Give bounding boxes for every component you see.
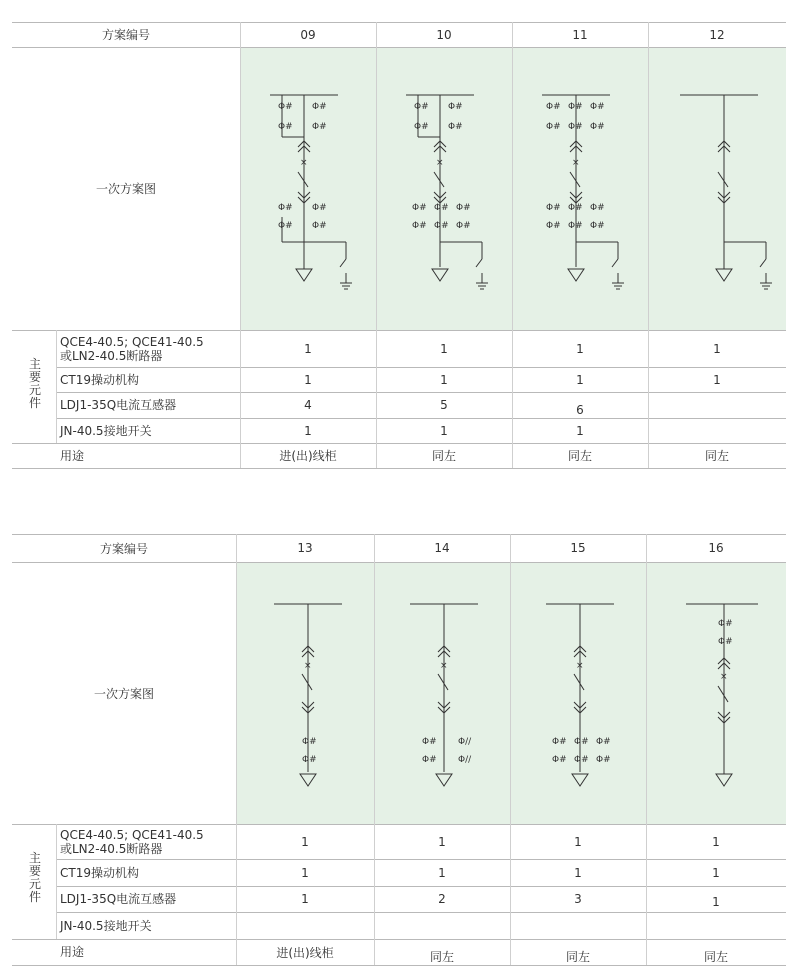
component-value: 1 bbox=[574, 865, 582, 880]
svg-text:Φ#: Φ# bbox=[546, 221, 561, 231]
single-line-diagram-09 bbox=[240, 47, 376, 330]
component-value bbox=[510, 912, 646, 939]
usage-value: 进(出)线柜 bbox=[276, 945, 334, 960]
svg-text:Φ#: Φ# bbox=[448, 102, 463, 112]
svg-text:×: × bbox=[720, 672, 728, 682]
svg-text:Φ#: Φ# bbox=[434, 203, 449, 213]
single-line-diagram-12 bbox=[648, 47, 786, 330]
svg-text:Φ#: Φ# bbox=[312, 221, 327, 231]
component-value: 1 bbox=[301, 865, 309, 880]
component-name: CT19操动机构 bbox=[60, 865, 139, 880]
component-value: 1 bbox=[712, 834, 720, 849]
svg-text:Φ#: Φ# bbox=[278, 203, 293, 213]
component-value bbox=[648, 392, 786, 418]
component-name: CT19操动机构 bbox=[60, 372, 139, 387]
component-name: QCE4-40.5; QCE41-40.5 或LN2-40.5断路器 bbox=[60, 827, 204, 856]
svg-text:Φ#: Φ# bbox=[414, 122, 429, 132]
svg-text:Φ#: Φ# bbox=[590, 203, 605, 213]
svg-text:Φ#: Φ# bbox=[278, 221, 293, 231]
svg-text:Φ#: Φ# bbox=[574, 737, 589, 747]
component-value: 1 bbox=[574, 834, 582, 849]
component-value: 1 bbox=[712, 895, 720, 909]
component-value: 4 bbox=[304, 398, 312, 412]
svg-text:Φ//: Φ// bbox=[458, 737, 472, 747]
component-value: 1 bbox=[440, 423, 448, 438]
svg-text:Φ#: Φ# bbox=[302, 755, 317, 765]
component-value: 1 bbox=[713, 341, 721, 356]
svg-text:Φ#: Φ# bbox=[278, 122, 293, 132]
svg-text:Φ#: Φ# bbox=[590, 122, 605, 132]
svg-text:Φ#: Φ# bbox=[422, 737, 437, 747]
scheme-number: 13 bbox=[297, 541, 313, 555]
svg-text:Φ#: Φ# bbox=[718, 619, 733, 629]
component-value: 2 bbox=[438, 892, 446, 906]
component-value: 1 bbox=[576, 372, 584, 387]
svg-text:Φ#: Φ# bbox=[568, 102, 583, 112]
usage-value: 同左 bbox=[567, 449, 592, 463]
component-value: 1 bbox=[576, 423, 584, 438]
component-value: 1 bbox=[712, 865, 720, 880]
component-value bbox=[374, 912, 510, 939]
component-value bbox=[646, 912, 786, 939]
svg-text:Φ#: Φ# bbox=[552, 737, 567, 747]
component-value: 1 bbox=[301, 892, 309, 906]
single-line-diagram-15 bbox=[510, 562, 646, 824]
component-value: 1 bbox=[576, 341, 584, 356]
svg-text:Φ#: Φ# bbox=[546, 102, 561, 112]
usage-value: 同左 bbox=[429, 949, 454, 964]
component-name: QCE4-40.5; QCE41-40.5 或LN2-40.5断路器 bbox=[60, 334, 204, 363]
scheme-number: 12 bbox=[709, 27, 725, 42]
main-components-label: 主要元件 bbox=[28, 357, 41, 410]
svg-text:Φ#: Φ# bbox=[312, 102, 327, 112]
scheme-number: 11 bbox=[572, 27, 588, 42]
scheme-number-header: 方案编号 bbox=[99, 541, 148, 556]
svg-text:Φ#: Φ# bbox=[568, 122, 583, 132]
scheme-number: 16 bbox=[708, 541, 724, 555]
component-value: 1 bbox=[304, 341, 312, 356]
component-name: LDJ1-35Q电流互感器 bbox=[60, 892, 177, 906]
svg-text:Φ#: Φ# bbox=[422, 755, 437, 765]
usage-value: 进(出)线柜 bbox=[279, 449, 337, 463]
svg-text:×: × bbox=[436, 158, 444, 168]
svg-text:×: × bbox=[576, 661, 584, 671]
svg-text:Φ#: Φ# bbox=[574, 755, 589, 765]
diagram-label: 一次方案图 bbox=[93, 686, 154, 701]
component-value: 1 bbox=[713, 372, 721, 387]
scheme-number: 15 bbox=[570, 541, 586, 555]
scheme-number: 09 bbox=[300, 27, 316, 42]
main-components-label: 主要元件 bbox=[28, 851, 41, 904]
svg-text:Φ#: Φ# bbox=[312, 203, 327, 213]
svg-text:×: × bbox=[440, 661, 448, 671]
usage-value: 同左 bbox=[703, 949, 728, 964]
component-value bbox=[648, 418, 786, 443]
svg-text:Φ#: Φ# bbox=[590, 102, 605, 112]
svg-text:Φ#: Φ# bbox=[414, 102, 429, 112]
svg-text:Φ//: Φ// bbox=[458, 755, 472, 765]
component-name: JN-40.5接地开关 bbox=[60, 423, 152, 438]
svg-text:Φ#: Φ# bbox=[412, 203, 427, 213]
usage-value: 同左 bbox=[704, 449, 729, 463]
svg-text:Φ#: Φ# bbox=[412, 221, 427, 231]
single-line-diagram-11 bbox=[512, 47, 648, 330]
usage-label: 用途 bbox=[60, 448, 85, 463]
single-line-diagram-13 bbox=[236, 562, 374, 824]
component-value: 6 bbox=[576, 403, 584, 417]
component-value bbox=[236, 912, 374, 939]
scheme-number-header: 方案编号 bbox=[101, 28, 150, 42]
single-line-diagram-16 bbox=[646, 562, 786, 824]
component-value: 1 bbox=[440, 341, 448, 356]
component-value: 5 bbox=[440, 398, 448, 412]
component-value: 1 bbox=[438, 834, 446, 849]
scheme-number: 14 bbox=[434, 541, 450, 555]
svg-text:×: × bbox=[300, 158, 308, 168]
usage-label: 用途 bbox=[60, 945, 85, 959]
diagram-label: 一次方案图 bbox=[95, 182, 156, 196]
svg-text:Φ#: Φ# bbox=[590, 221, 605, 231]
svg-text:Φ#: Φ# bbox=[596, 755, 611, 765]
svg-text:Φ#: Φ# bbox=[546, 203, 561, 213]
single-line-diagram-14 bbox=[374, 562, 510, 824]
svg-text:Φ#: Φ# bbox=[278, 102, 293, 112]
scheme-number: 10 bbox=[436, 27, 452, 42]
svg-text:Φ#: Φ# bbox=[568, 203, 583, 213]
svg-text:Φ#: Φ# bbox=[312, 122, 327, 132]
component-value: 1 bbox=[438, 865, 446, 880]
component-value: 1 bbox=[304, 372, 312, 387]
svg-text:Φ#: Φ# bbox=[456, 221, 471, 231]
svg-text:Φ#: Φ# bbox=[552, 755, 567, 765]
component-value: 1 bbox=[304, 423, 312, 438]
svg-text:Φ#: Φ# bbox=[718, 637, 733, 647]
usage-value: 同左 bbox=[431, 449, 456, 463]
svg-text:Φ#: Φ# bbox=[434, 221, 449, 231]
svg-text:Φ#: Φ# bbox=[568, 221, 583, 231]
usage-value: 同左 bbox=[565, 949, 590, 964]
component-value: 3 bbox=[574, 892, 582, 906]
svg-text:Φ#: Φ# bbox=[546, 122, 561, 132]
svg-text:×: × bbox=[304, 661, 312, 671]
component-value: 1 bbox=[301, 834, 309, 849]
svg-text:Φ#: Φ# bbox=[448, 122, 463, 132]
component-value: 1 bbox=[440, 372, 448, 387]
component-name: JN-40.5接地开关 bbox=[60, 918, 152, 933]
svg-text:Φ#: Φ# bbox=[596, 737, 611, 747]
single-line-diagram-10 bbox=[376, 47, 512, 330]
svg-text:Φ#: Φ# bbox=[456, 203, 471, 213]
component-name: LDJ1-35Q电流互感器 bbox=[60, 398, 177, 412]
svg-text:×: × bbox=[572, 158, 580, 168]
svg-text:Φ#: Φ# bbox=[302, 737, 317, 747]
